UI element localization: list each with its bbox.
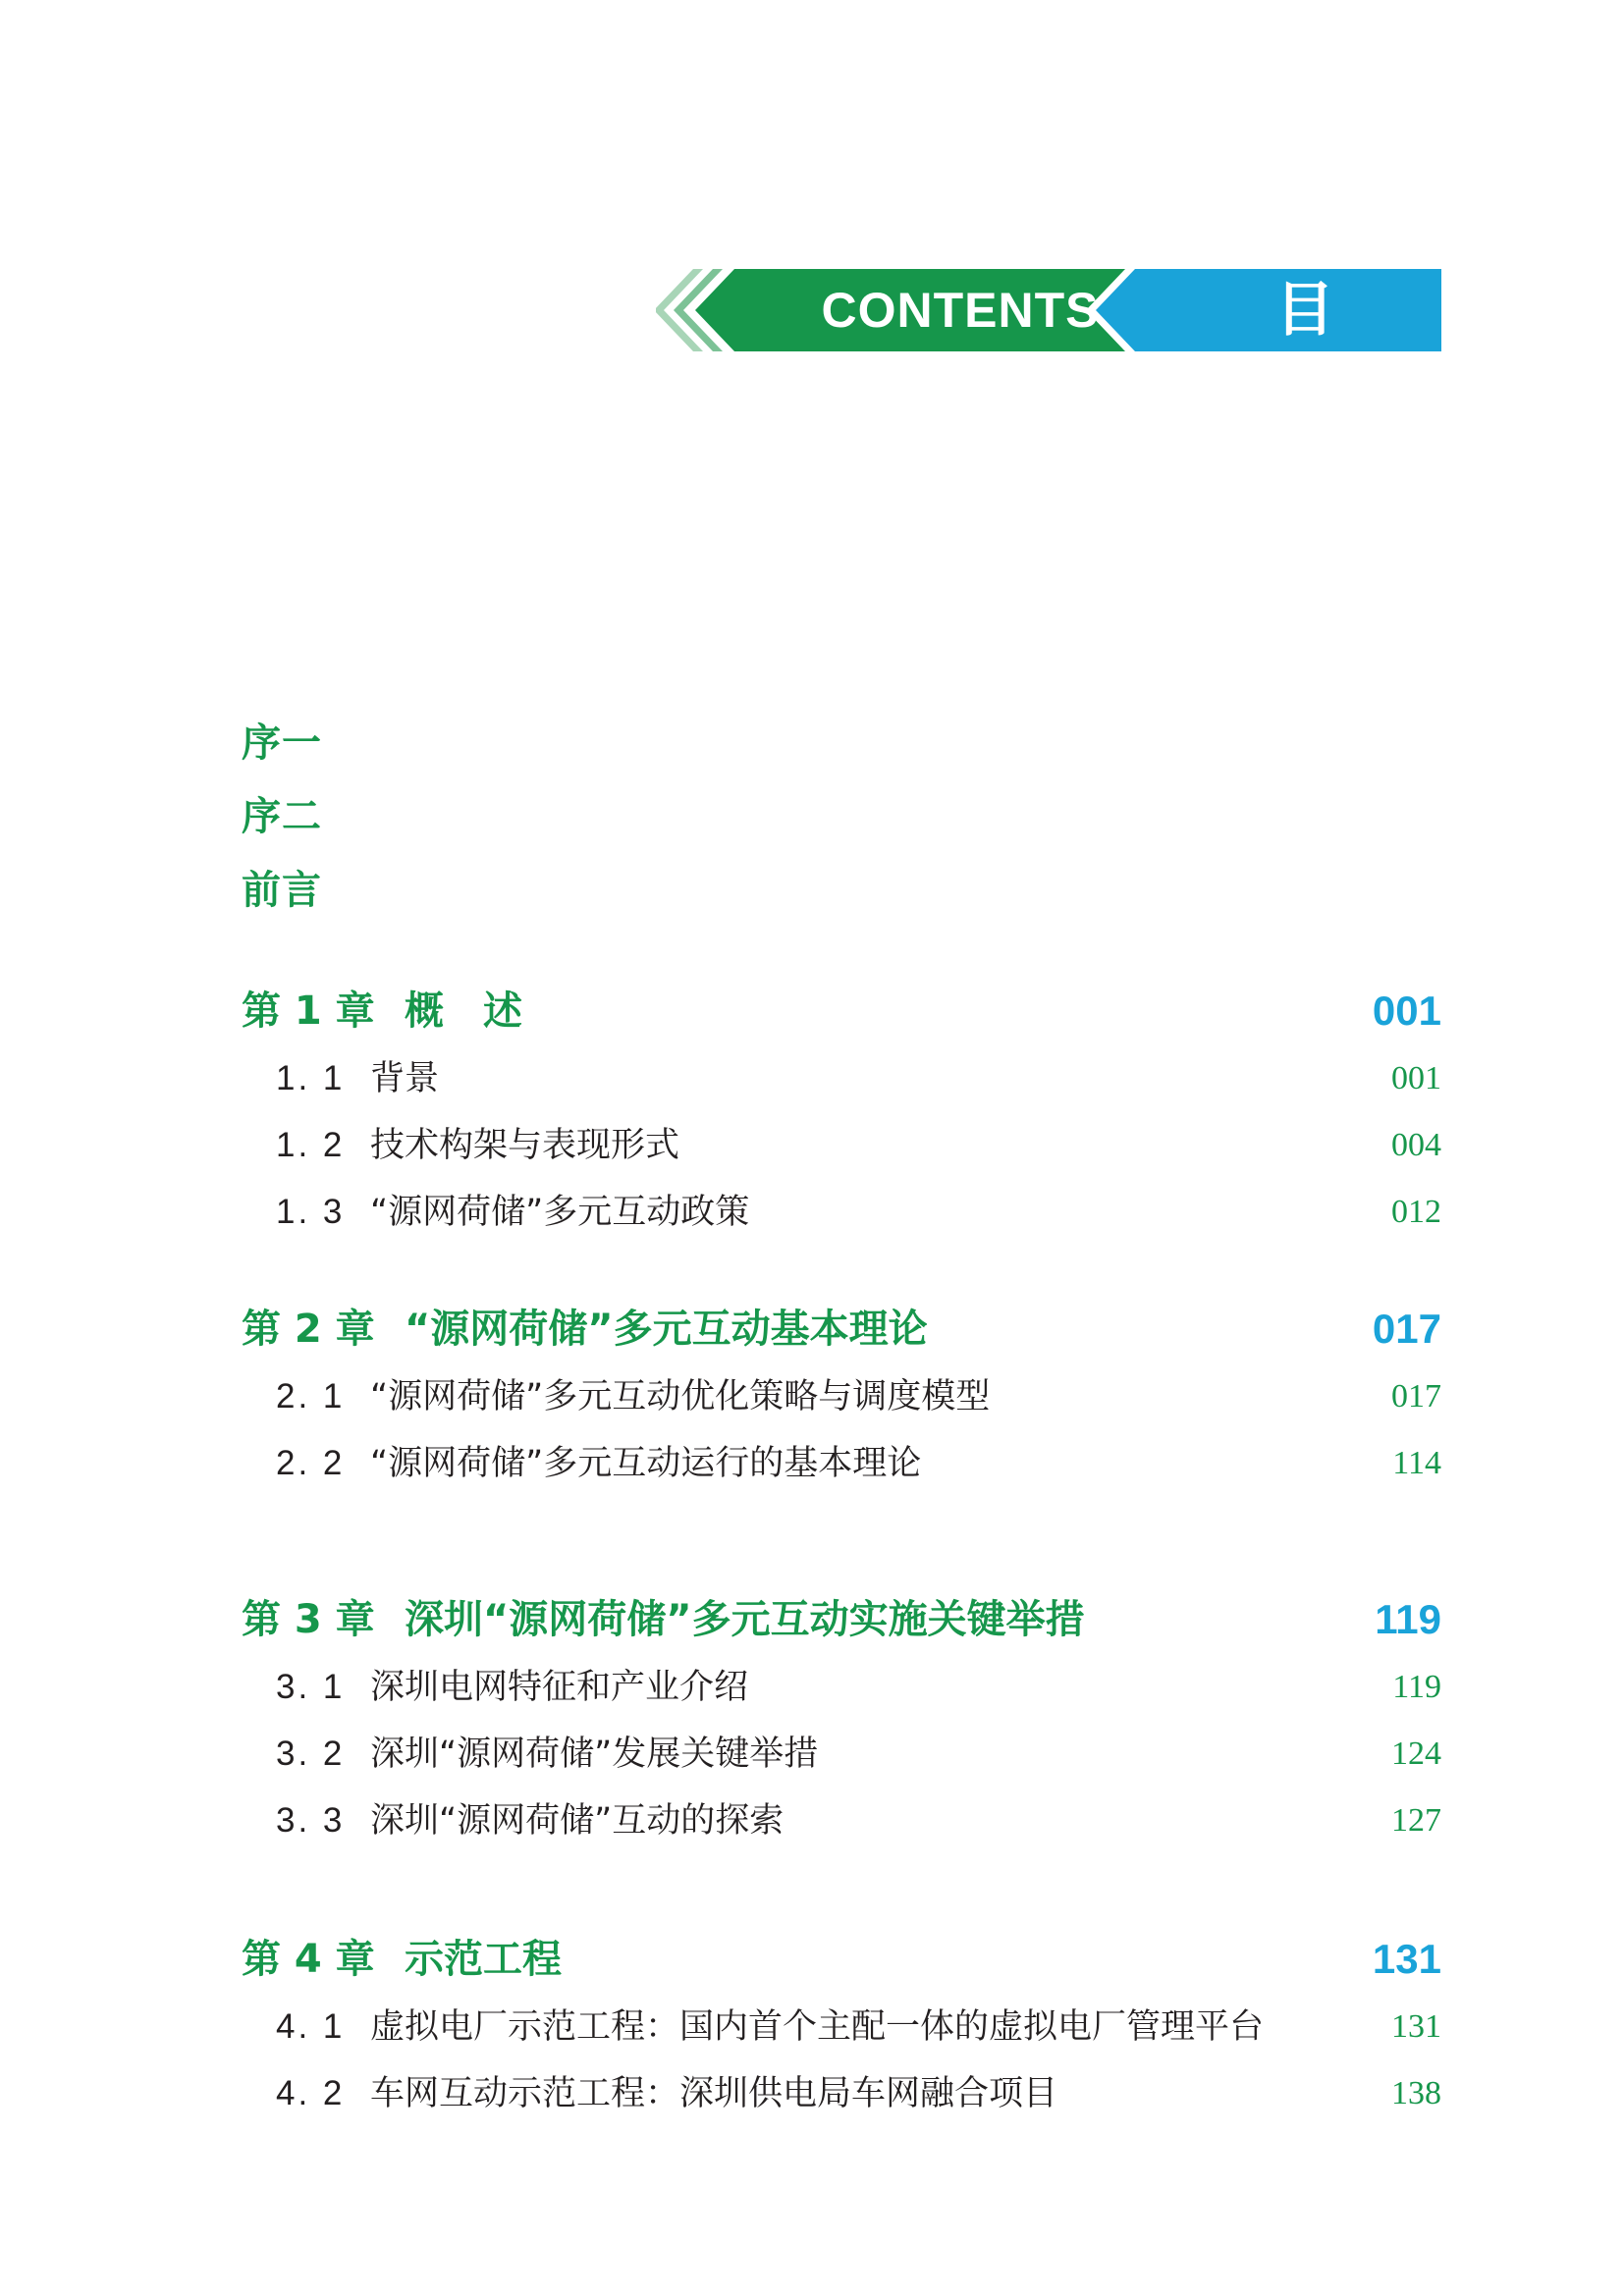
section-row[interactable] bbox=[242, 1788, 1441, 1854]
chapter-1 bbox=[242, 977, 1441, 1246]
section-number: 4. 2 bbox=[276, 2074, 346, 2112]
section-title: 深圳电网特征和产业介绍 bbox=[370, 1668, 749, 1707]
chapter-heading[interactable] bbox=[242, 1585, 1441, 1654]
section-row[interactable] bbox=[242, 1363, 1441, 1430]
section-number: 2. 1 bbox=[276, 1377, 346, 1415]
chapter-4 bbox=[242, 1925, 1441, 2127]
section-page: 124 bbox=[1391, 1735, 1441, 1772]
front-matter-foreword[interactable]: 前言 bbox=[242, 868, 322, 913]
chapter-title: 示范工程 bbox=[405, 1937, 562, 1982]
section-number: 1. 3 bbox=[276, 1193, 346, 1231]
section-title: 背景 bbox=[370, 1059, 440, 1098]
section-row[interactable] bbox=[242, 1179, 1441, 1246]
chapter-page: 017 bbox=[1372, 1306, 1441, 1352]
chapter-number: 第 2 章 bbox=[242, 1307, 375, 1352]
section-page: 127 bbox=[1391, 1802, 1441, 1839]
chapter-number: 第 3 章 bbox=[242, 1597, 375, 1642]
contents-title-cn: 目录 bbox=[1245, 276, 1395, 427]
chapter-2 bbox=[242, 1295, 1441, 1497]
chapter-number: 第 1 章 bbox=[242, 988, 375, 1034]
section-page: 119 bbox=[1392, 1669, 1441, 1705]
section-page: 138 bbox=[1391, 2075, 1441, 2111]
section-title: “源网荷储”多元互动政策 bbox=[370, 1193, 750, 1232]
section-page: 012 bbox=[1391, 1194, 1441, 1230]
table-of-contents bbox=[242, 707, 1441, 2127]
chapter-number: 第 4 章 bbox=[242, 1937, 375, 1982]
section-title: 虚拟电厂示范工程：国内首个主配一体的虚拟电厂管理平台 bbox=[370, 2007, 1265, 2047]
section-title: “源网荷储”多元互动优化策略与调度模型 bbox=[370, 1377, 991, 1416]
section-page: 114 bbox=[1392, 1445, 1441, 1481]
section-number: 3. 3 bbox=[276, 1801, 346, 1840]
chapter-page: 001 bbox=[1372, 988, 1441, 1034]
section-row[interactable] bbox=[242, 1654, 1441, 1721]
chapter-heading[interactable] bbox=[242, 977, 1441, 1045]
section-page: 001 bbox=[1391, 1060, 1441, 1096]
chapter-page: 131 bbox=[1372, 1936, 1441, 1982]
section-row[interactable] bbox=[242, 1112, 1441, 1179]
section-row[interactable] bbox=[242, 1045, 1441, 1112]
section-number: 2. 2 bbox=[276, 1444, 346, 1482]
section-number: 4. 1 bbox=[276, 2007, 346, 2046]
section-row[interactable] bbox=[242, 1721, 1441, 1788]
section-number: 3. 1 bbox=[276, 1668, 346, 1706]
chapter-title: 概 述 bbox=[405, 988, 522, 1034]
chapter-heading[interactable] bbox=[242, 1925, 1441, 1994]
section-page: 017 bbox=[1391, 1378, 1441, 1415]
chapter-heading[interactable] bbox=[242, 1295, 1441, 1363]
section-row[interactable] bbox=[242, 1430, 1441, 1497]
section-title: 深圳“源网荷储”发展关键举措 bbox=[370, 1735, 819, 1774]
contents-title-en: CONTENTS bbox=[821, 283, 1100, 338]
section-title: 车网互动示范工程：深圳供电局车网融合项目 bbox=[370, 2074, 1058, 2113]
section-page: 131 bbox=[1391, 2008, 1441, 2045]
front-matter-preface-2[interactable]: 序二 bbox=[242, 794, 322, 839]
chapter-page: 119 bbox=[1375, 1596, 1441, 1642]
section-row[interactable] bbox=[242, 1994, 1441, 2060]
section-number: 1. 2 bbox=[276, 1126, 346, 1164]
section-row[interactable] bbox=[242, 2060, 1441, 2127]
section-number: 1. 1 bbox=[276, 1059, 346, 1097]
section-number: 3. 2 bbox=[276, 1735, 346, 1773]
chapter-3 bbox=[242, 1585, 1441, 1854]
section-title: 技术构架与表现形式 bbox=[370, 1126, 680, 1165]
section-title: “源网荷储”多元互动运行的基本理论 bbox=[370, 1444, 922, 1483]
chapter-title: 深圳“源网荷储”多元互动实施关键举措 bbox=[405, 1597, 1085, 1642]
contents-banner bbox=[656, 269, 1441, 427]
section-page: 004 bbox=[1391, 1127, 1441, 1163]
front-matter-preface-1[interactable]: 序一 bbox=[242, 721, 322, 766]
chapter-title: “源网荷储”多元互动基本理论 bbox=[405, 1307, 928, 1352]
section-title: 深圳“源网荷储”互动的探索 bbox=[370, 1801, 785, 1841]
